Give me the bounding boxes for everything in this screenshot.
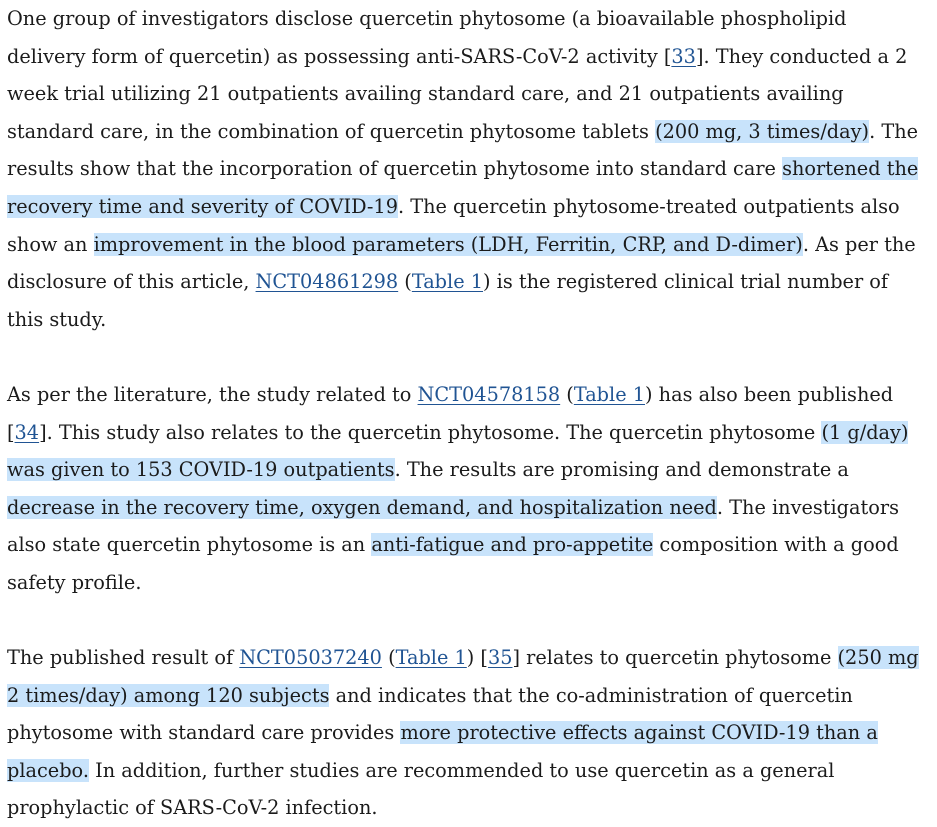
body-text: ]. This study also relates to the quercetin phytosome. The quercetin phytosome [39,420,822,444]
highlighted-text: improvement in the blood parameters (LDH, Ferritin, CRP, and D-dimer) [93,232,803,256]
trial-link-nct05037240[interactable]: NCT05037240 [239,646,382,670]
table-1-link[interactable]: Table 1 [395,646,467,670]
highlighted-text: anti-fatigue and pro-appetite [371,533,654,557]
body-text: One group of investigators disclose quercetin phytosome (a bioavailable phospholipid delivery form of quercetin) as possessing anti-SARS-CoV-2 activity [ [7,7,847,68]
trial-link-nct04861298[interactable]: NCT04861298 [255,270,399,294]
body-text: ) is the registered clinical trial number of this study. [7,270,889,331]
body-text: . The results show that the incorporation of quercetin phytosome into standard care [7,119,919,181]
body-text: . The investigators also state quercetin phytosome is an [7,495,899,557]
table-1-link[interactable]: Table 1 [411,270,484,294]
highlighted-text: (1 g/day) was given to 153 COVID-19 outpatients [7,420,909,482]
highlighted-text: more protective effects against COVID-19 than a placebo. [7,721,878,782]
body-text: In addition, further studies are recommended to use quercetin as a general prophylactic of SARS-CoV-2 infection. [7,758,835,820]
highlighted-text: (200 mg, 3 times/day) [655,119,870,143]
paragraph-2 [7,376,929,602]
reference-link-35[interactable]: 35 [487,646,513,670]
highlighted-text: decrease in the recovery time, oxygen demand, and hospitalization need [7,495,717,519]
body-text: The published result of [7,646,240,670]
body-text: ( [381,646,396,670]
reference-link-34[interactable]: 34 [14,420,40,444]
body-text: ]. They conducted a 2 week trial utilizing 21 outpatients availing standard care, and 21 outpatients availing standard care, in the combination of quercetin phytosome tablets [7,44,908,143]
body-text: . The results are promising and demonstrate a [394,458,849,482]
body-text: ) has also been published [ [7,382,894,444]
body-text: . The quercetin phytosome-treated outpatients also show an [7,194,900,256]
body-text: and indicates that the co-administration of quercetin phytosome with standard care provides [7,683,853,745]
body-text: ( [398,270,412,294]
paragraph-3 [7,639,929,827]
body-text: ) [ [466,646,488,670]
body-text: ( [560,382,574,406]
paragraph-1 [7,0,929,338]
trial-link-nct04578158[interactable]: NCT04578158 [417,382,561,406]
reference-link-33[interactable]: 33 [671,44,696,68]
table-1-link[interactable]: Table 1 [573,382,646,406]
body-text: . As per the disclosure of this article, [7,232,916,294]
body-text: ] relates to quercetin phytosome [512,646,838,670]
body-text: As per the literature, the study related to [7,382,418,406]
highlighted-text: shortened the recovery time and severity of COVID-19 [7,157,919,218]
body-text: composition with a good safety profile. [7,533,899,594]
highlighted-text: (250 mg 2 times/day) among 120 subjects [7,646,919,707]
